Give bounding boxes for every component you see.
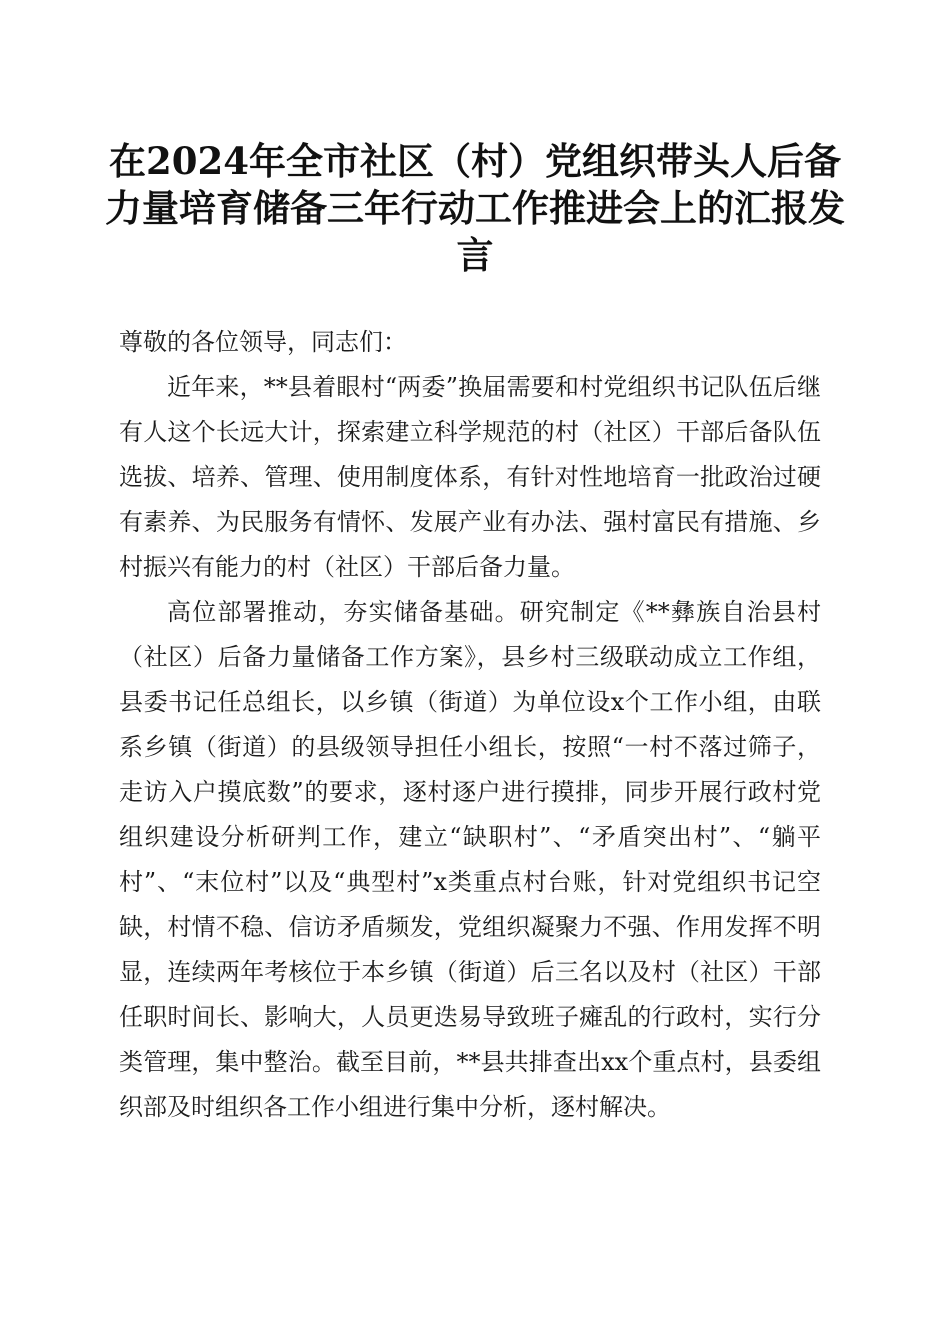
document-title: 在2024年全市社区（村）党组织带头人后备力量培育储备三年行动工作推进会上的汇报发言 xyxy=(105,139,845,277)
salutation: 尊敬的各位领导，同志们： xyxy=(119,328,407,356)
document-body xyxy=(119,320,821,1130)
paragraph-intro: 近年来，**县着眼村“两委”换届需要和村党组织书记队伍后继有人这个长远大计，探索建立科学规范的村（社区）干部后备队伍选拔、培养、管理、使用制度体系，有针对性地培育一批政治过硬有素养、为民服务有情怀、发展产业有办法、强村富民有措施、乡村振兴有能力的村（社区）干部后备力量。 xyxy=(119,373,821,581)
paragraph-deployment: 高位部署推动，夯实储备基础。研究制定《**彝族自治县村（社区）后备力量储备工作方案》，县乡村三级联动成立工作组，县委书记任总组长，以乡镇（街道）为单位设x个工作小组，由联系乡镇（街道）的县级领导担任小组长，按照“一村不落过筛子，走访入户摸底数”的要求，逐村逐户进行摸排，同步开展行政村党组织建设分析研判工作，建立“缺职村”、“矛盾突出村”、“躺平村”、“末位村”以及“典型村”x类重点村台账，针对党组织书记空缺，村情不稳、信访矛盾频发，党组织凝聚力不强、作用发挥不明显，连续两年考核位于本乡镇（街道）后三名以及村（社区）干部任职时间长、影响大，人员更迭易导致班子瘫乱的行政村，实行分类管理，集中整治。截至目前，**县共排查出xx个重点村，县委组织部及时组织各工作小组进行集中分析，逐村解决。 xyxy=(119,598,821,1121)
